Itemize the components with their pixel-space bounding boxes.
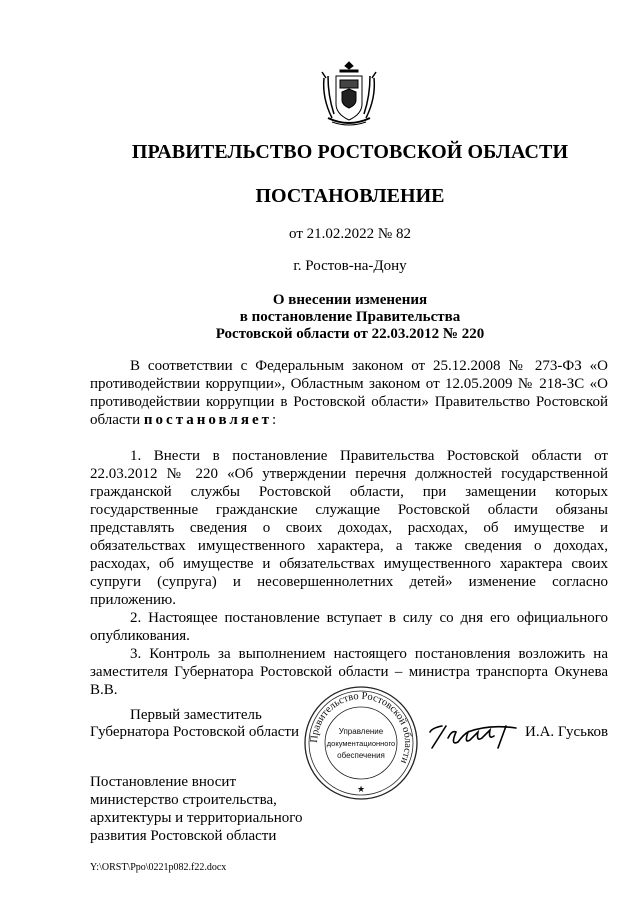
item-1-paragraph: 1. Внести в постановление Правительства Ростовской области от 22.03.2012 № 220 «Об утверждении перечня должностей государственной гражданской службы Ростовской области, при замещении которых государственные гражданские служащие Ростовской области обязаны представлять сведения о своих доходах, расходах, об имуществе и обязательствах имущественного характера, а также сведения о доходах, расходах, об имуществе и обязательствах имущественного характера своих супруги (супруга) и несовершеннолетних детей» изменение согласно приложению. [90,448,608,608]
signatory-title-line: Губернатора Ростовской области [90,724,300,740]
document-type: ПОСТАНОВЛЕНИЕ [255,185,445,207]
file-path: Y:\ORST\Ppo\0221p082.f22.docx [90,862,227,873]
subject-line: в постановление Правительства [239,309,461,325]
initiator-line: министерство строительства, [90,792,277,808]
resolves-word: постановляет [143,412,272,428]
handwritten-signature-icon [428,718,520,754]
signatory-title-line: Первый заместитель [130,707,262,723]
stamp-line: документационного [326,739,396,748]
subject-line: Ростовской области от 22.03.2012 № 220 [215,326,485,342]
document-body [90,357,608,699]
coat-of-arms-icon [318,58,380,128]
stamp-line: обеспечения [337,751,385,760]
stamp-outer-text: Правительство Ростовской области [308,690,414,766]
item-3-paragraph: 3. Контроль за выполнением настоящего постановления возложить на заместителя Губернатора Ростовской области – министра транспорта Окунева В.В. [90,646,608,698]
stamp-line: Управление [338,727,384,736]
initiator-line: развития Ростовской области [90,828,277,844]
subject-line: О внесении изменения [272,292,428,308]
document-subject [0,292,640,343]
svg-text:★: ★ [356,784,366,794]
signer-name: И.А. Гуськов [525,724,609,740]
signatory-title [90,707,299,741]
preamble-paragraph [90,357,608,429]
organization-title: ПРАВИТЕЛЬСТВО РОСТОВСКОЙ ОБЛАСТИ [131,141,569,163]
initiator-block [90,773,303,845]
official-stamp-icon [302,684,420,802]
initiator-line: архитектуры и территориального [90,810,303,826]
item-2-paragraph: 2. Настоящее постановление вступает в силу со дня его официального опубликования. [90,610,608,644]
preamble-text: В соответствии с Федеральным законом от 25.12.2008 № 273-ФЗ «О противодействии коррупции», Областным законом от 12.05.2009 № 218-ЗС «О противодействии коррупции в Ростовской области» Правительство Ростовской области [90,358,608,428]
resolves-suffix: : [272,412,277,428]
initiator-line: Постановление вносит [90,774,237,790]
document-date-number: от 21.02.2022 № 82 [289,226,411,242]
document-city: г. Ростов-на-Дону [293,258,407,274]
